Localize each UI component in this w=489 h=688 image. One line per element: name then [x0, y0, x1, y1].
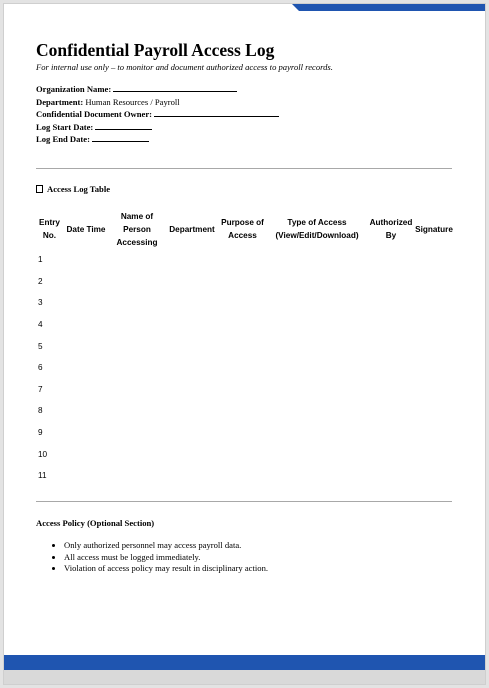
bottom-accent-band	[4, 655, 485, 670]
table-row	[36, 422, 454, 444]
table-cell[interactable]	[414, 249, 454, 271]
table-cell[interactable]	[63, 292, 109, 314]
table-cell[interactable]	[414, 271, 454, 293]
table-cell[interactable]	[109, 357, 165, 379]
table-cell[interactable]	[63, 271, 109, 293]
table-row	[36, 249, 454, 271]
footer-strip	[4, 670, 485, 684]
table-cell[interactable]	[368, 357, 414, 379]
table-cell[interactable]	[368, 292, 414, 314]
organization-blank-line[interactable]	[113, 83, 237, 92]
table-row	[36, 292, 454, 314]
table-cell[interactable]	[165, 357, 219, 379]
column-header: Date Time	[66, 224, 106, 234]
table-cell[interactable]	[266, 422, 368, 444]
table-cell[interactable]	[414, 465, 454, 487]
table-cell[interactable]	[109, 249, 165, 271]
table-cell[interactable]	[266, 292, 368, 314]
access-policy-title: Access Policy (Optional Section)	[36, 518, 155, 528]
table-row	[36, 465, 454, 487]
table-cell[interactable]	[165, 422, 219, 444]
table-cell[interactable]	[266, 249, 368, 271]
table-row	[36, 335, 454, 357]
column-header: Purpose of Access	[221, 218, 264, 240]
table-cell[interactable]	[266, 400, 368, 422]
table-cell[interactable]	[266, 314, 368, 336]
owner-blank-line[interactable]	[154, 108, 279, 117]
table-row	[36, 443, 454, 465]
table-cell[interactable]	[368, 379, 414, 401]
table-cell[interactable]	[368, 422, 414, 444]
table-body	[36, 249, 454, 487]
table-cell[interactable]	[414, 292, 454, 314]
entry-number-cell: 1	[38, 255, 43, 265]
entry-number-cell: 11	[38, 471, 47, 481]
table-cell[interactable]	[165, 249, 219, 271]
column-header: Department	[169, 224, 215, 234]
table-cell[interactable]	[63, 400, 109, 422]
table-header-row	[36, 209, 454, 249]
table-cell[interactable]	[109, 292, 165, 314]
policy-item: • Only authorized personnel may access payroll data.	[64, 540, 454, 552]
table-cell[interactable]	[266, 465, 368, 487]
table-cell[interactable]	[219, 357, 266, 379]
access-log-section-title	[36, 184, 110, 194]
department-value: Human Resources / Payroll	[85, 96, 180, 107]
column-header: Authorized By	[369, 218, 413, 240]
table-cell[interactable]	[219, 379, 266, 401]
table-cell[interactable]	[266, 443, 368, 465]
table-cell[interactable]	[414, 379, 454, 401]
table-cell[interactable]	[63, 443, 109, 465]
table-cell[interactable]	[219, 271, 266, 293]
entry-number-cell: 7	[38, 384, 43, 394]
table-cell[interactable]	[219, 314, 266, 336]
document-subtitle: For internal use only – to monitor and document authorized access to payroll records.	[36, 62, 333, 72]
access-log-title-text: Access Log Table	[47, 184, 111, 194]
table-cell[interactable]	[219, 400, 266, 422]
table-cell[interactable]	[165, 292, 219, 314]
table-cell[interactable]	[368, 465, 414, 487]
column-header: Entry No.	[39, 218, 60, 240]
table-cell[interactable]	[414, 443, 454, 465]
table-cell[interactable]	[109, 335, 165, 357]
organization-field	[36, 83, 454, 96]
table-cell[interactable]	[63, 465, 109, 487]
checkbox-icon	[36, 185, 43, 193]
table-cell[interactable]	[63, 422, 109, 444]
table-cell[interactable]	[266, 357, 368, 379]
entry-number-cell: 6	[38, 363, 43, 373]
document-title: Confidential Payroll Access Log	[36, 40, 275, 60]
table-cell[interactable]	[414, 314, 454, 336]
document-content	[36, 40, 454, 574]
access-log-table	[36, 209, 454, 487]
department-label: Department:	[36, 96, 84, 107]
column-header: Signature	[415, 224, 453, 234]
table-cell[interactable]	[266, 335, 368, 357]
table-cell[interactable]	[219, 249, 266, 271]
policy-item: • All access must be logged immediately.	[64, 552, 454, 564]
organization-label: Organization Name:	[36, 84, 112, 94]
table-cell[interactable]	[414, 422, 454, 444]
start-date-blank-line[interactable]	[95, 121, 152, 130]
table-cell[interactable]	[368, 443, 414, 465]
end-date-label: Log End Date:	[36, 134, 90, 145]
access-policy-section	[36, 518, 454, 575]
table-cell[interactable]	[109, 379, 165, 401]
owner-label: Confidential Document Owner:	[36, 109, 153, 120]
table-row	[36, 379, 454, 401]
table-cell[interactable]	[414, 335, 454, 357]
table-cell[interactable]	[368, 249, 414, 271]
column-header: Type of Access (View/Edit/Download)	[275, 218, 359, 240]
table-cell[interactable]	[414, 400, 454, 422]
policy-item: • Violation of access policy may result in disciplinary action.	[64, 563, 454, 575]
table-cell[interactable]	[109, 271, 165, 293]
table-cell[interactable]	[368, 400, 414, 422]
table-cell[interactable]	[109, 443, 165, 465]
table-cell[interactable]	[63, 249, 109, 271]
table-cell[interactable]	[165, 271, 219, 293]
start-date-label: Log Start Date:	[36, 121, 94, 132]
table-cell[interactable]	[266, 271, 368, 293]
column-header: Name of Person Accessing	[116, 211, 158, 247]
table-cell[interactable]	[109, 314, 165, 336]
table-cell[interactable]	[165, 335, 219, 357]
table-cell[interactable]	[219, 335, 266, 357]
table-row	[36, 314, 454, 336]
table-cell[interactable]	[63, 379, 109, 401]
table-cell[interactable]	[165, 400, 219, 422]
table-cell[interactable]	[219, 292, 266, 314]
table-cell[interactable]	[165, 443, 219, 465]
table-cell[interactable]	[63, 335, 109, 357]
entry-number-cell: 3	[38, 298, 43, 308]
table-row	[36, 271, 454, 293]
divider-top	[36, 168, 452, 169]
table-cell[interactable]	[63, 357, 109, 379]
table-cell[interactable]	[219, 443, 266, 465]
table-cell[interactable]	[109, 400, 165, 422]
divider-bottom	[36, 501, 452, 502]
end-date-field	[36, 133, 454, 146]
table-cell[interactable]	[109, 465, 165, 487]
table-cell[interactable]	[414, 357, 454, 379]
entry-number-cell: 4	[38, 320, 43, 330]
table-row	[36, 400, 454, 422]
table-cell[interactable]	[266, 379, 368, 401]
table-row	[36, 357, 454, 379]
start-date-field	[36, 121, 454, 134]
table-cell[interactable]	[165, 314, 219, 336]
entry-number-cell: 5	[38, 341, 43, 351]
table-cell[interactable]	[368, 314, 414, 336]
table-cell[interactable]	[219, 422, 266, 444]
table-cell[interactable]	[109, 422, 165, 444]
department-field	[36, 96, 454, 109]
table-cell[interactable]	[219, 465, 266, 487]
entry-number-cell: 9	[38, 428, 43, 438]
end-date-blank-line[interactable]	[92, 133, 149, 142]
entry-number-cell: 8	[38, 406, 43, 416]
top-accent-bar	[292, 4, 485, 11]
document-page	[3, 3, 486, 685]
entry-number-cell: 10	[38, 449, 48, 459]
policy-list	[36, 540, 454, 575]
table-cell[interactable]	[368, 335, 414, 357]
table-cell[interactable]	[165, 465, 219, 487]
table-cell[interactable]	[63, 314, 109, 336]
table-cell[interactable]	[165, 379, 219, 401]
header-fields	[36, 83, 454, 146]
owner-field	[36, 108, 454, 121]
entry-number-cell: 2	[38, 276, 43, 286]
table-cell[interactable]	[368, 271, 414, 293]
